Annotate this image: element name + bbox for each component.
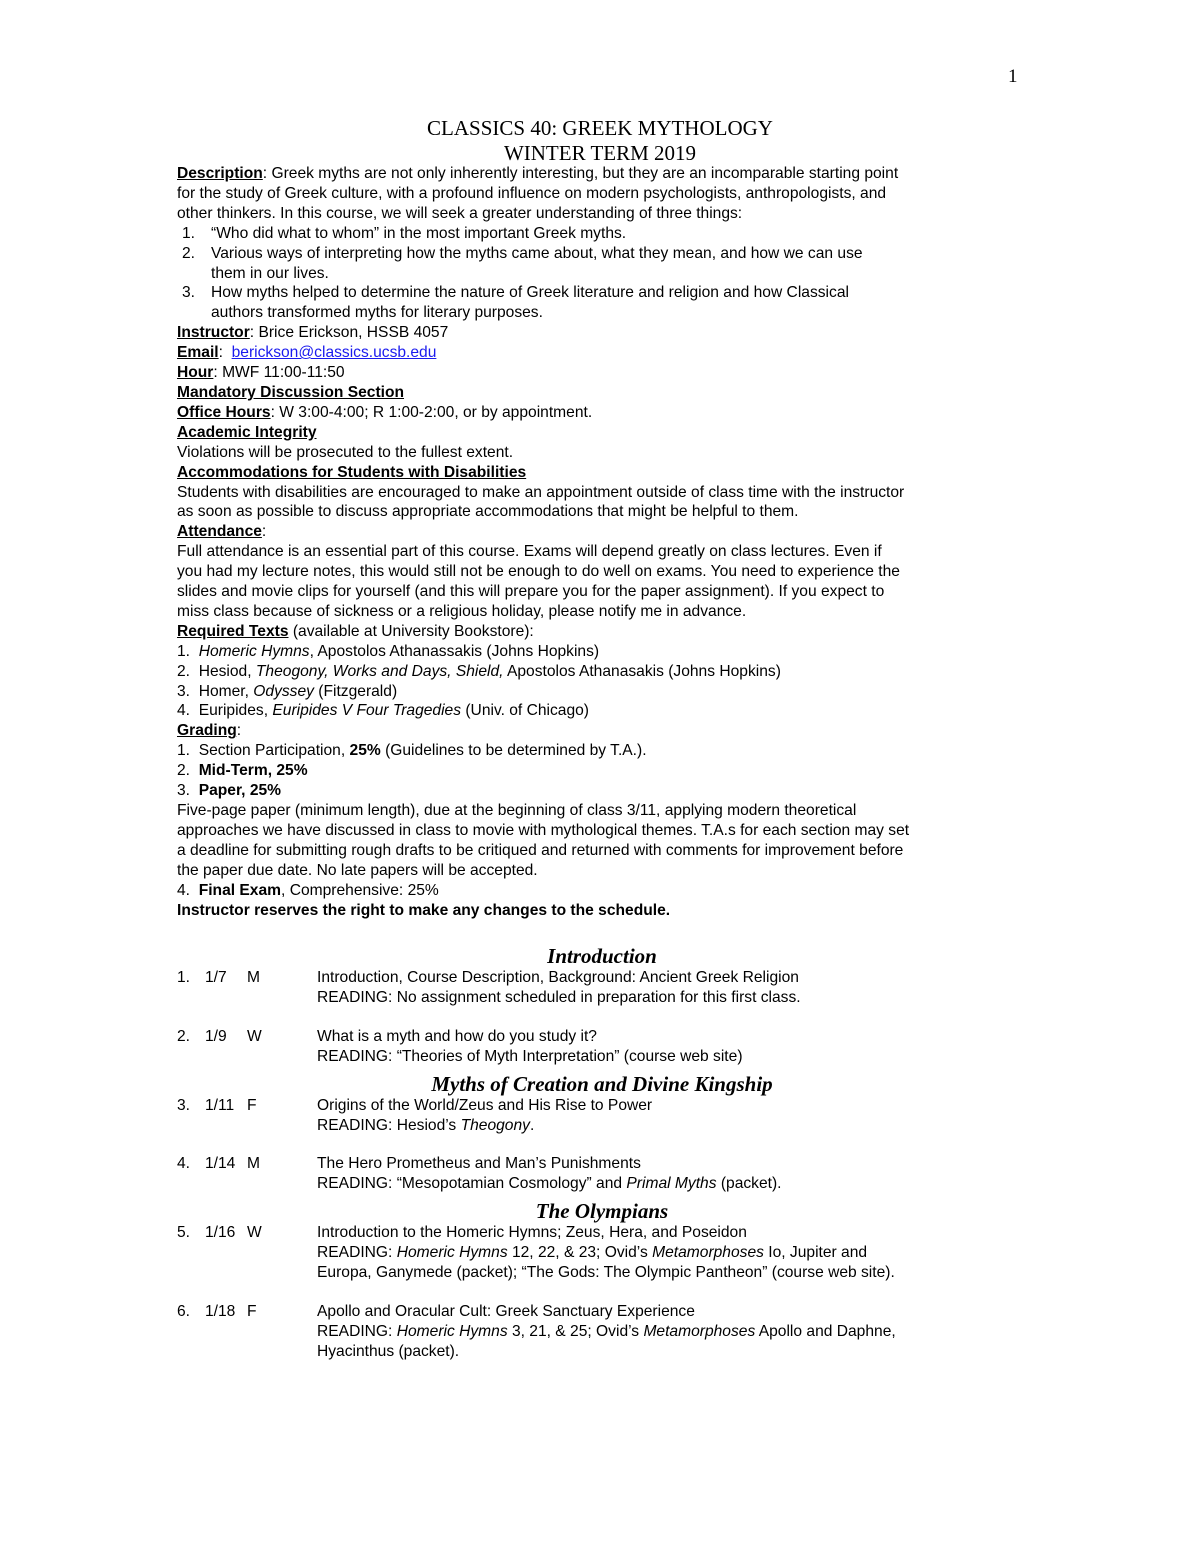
reading-title: Metamorphoses bbox=[643, 1322, 756, 1340]
grading-label: Grading bbox=[177, 722, 237, 740]
class-reading bbox=[317, 1116, 1027, 1136]
disclaimer-text: Instructor reserves the right to make any changes to the schedule. bbox=[177, 901, 671, 919]
email-label: Email bbox=[177, 344, 219, 362]
grading-item-number: 2. bbox=[177, 762, 191, 780]
hour-value: MWF 11:00-11:50 bbox=[217, 364, 345, 382]
class-content bbox=[317, 1302, 1027, 1362]
class-topic: Introduction to the Homeric Hymns; Zeus, Hera, and Poseidon bbox=[317, 1224, 747, 1242]
reading-text: 3, 21, & 25; Ovid’s bbox=[507, 1322, 644, 1340]
description-line: for the study of Greek culture, with a profound influence on modern psychologists, anthropologists, and bbox=[177, 184, 887, 202]
grading-item bbox=[177, 741, 1027, 761]
reading-text: Io, Jupiter and bbox=[763, 1244, 868, 1262]
attendance-label: Attendance bbox=[177, 523, 262, 541]
grading-item-text: Mid-Term, 25% bbox=[198, 762, 308, 780]
class-date: 1/16 bbox=[205, 1224, 236, 1242]
hour-label: Hour bbox=[177, 364, 214, 382]
attendance-text: slides and movie clips for yourself (and this will prepare you for the paper assignment). If you expect to bbox=[177, 583, 885, 601]
class-reading bbox=[317, 1322, 1027, 1342]
class-topic: The Hero Prometheus and Man’s Punishments bbox=[317, 1155, 641, 1173]
grading-item bbox=[177, 881, 1027, 901]
grading-item-text: Final Exam bbox=[198, 881, 282, 899]
grading-item-text: Section Participation, bbox=[198, 742, 350, 760]
integrity-heading bbox=[177, 423, 1027, 443]
accommodations-text: as soon as possible to discuss appropriate accommodations that might be helpful to them. bbox=[177, 503, 799, 521]
list-item bbox=[177, 283, 1027, 323]
class-date: 1/11 bbox=[205, 1096, 235, 1114]
text-item bbox=[177, 662, 1027, 682]
syllabus-body bbox=[177, 164, 1027, 920]
texts-note: (available at University Bookstore): bbox=[288, 622, 534, 640]
text-item-number: 2. bbox=[177, 662, 191, 680]
text-item-details: (Univ. of Chicago) bbox=[461, 702, 590, 720]
discussion-label: Mandatory Discussion Section bbox=[177, 383, 405, 401]
attendance-text: you had my lecture notes, this would still not be enough to do well on exams. You need to experience the bbox=[177, 563, 900, 581]
description-label: Description bbox=[177, 165, 263, 182]
integrity-label: Academic Integrity bbox=[177, 423, 317, 441]
section-heading: Myths of Creation and Divine Kingship bbox=[431, 1071, 773, 1096]
reading-text: . bbox=[529, 1116, 535, 1134]
list-text: them in our lives. bbox=[211, 264, 329, 282]
text-item-details: Apostolos Athanasakis (Johns Hopkins) bbox=[503, 662, 781, 680]
grading-item-text: Paper, 25% bbox=[198, 782, 282, 800]
text-item-title: Theogony, Works and Days, Shield, bbox=[255, 662, 504, 680]
attendance-text: Full attendance is an essential part of this course. Exams will depend greatly on class lectures. Even if bbox=[177, 543, 882, 561]
class-number: 4. bbox=[177, 1155, 191, 1173]
list-text: Various ways of interpreting how the myths came about, what they mean, and how we can use bbox=[211, 244, 863, 262]
class-number: 1. bbox=[177, 969, 191, 986]
grading-item-weight: 25% bbox=[349, 742, 381, 760]
reading-text: READING: Hesiod’s bbox=[317, 1116, 461, 1134]
integrity-text: Violations will be prosecuted to the fullest extent. bbox=[177, 443, 514, 461]
class-number: 3. bbox=[177, 1096, 191, 1114]
reading-text: 12, 22, & 23; Ovid’s bbox=[507, 1244, 653, 1262]
class-day: M bbox=[247, 1155, 260, 1173]
accommodations-text: Students with disabilities are encouraged to make an appointment outside of class time with the instructor bbox=[177, 483, 905, 501]
class-day: M bbox=[247, 969, 260, 986]
class-content bbox=[317, 1027, 1027, 1067]
reading-title: Metamorphoses bbox=[652, 1244, 764, 1262]
page-number: 1 bbox=[1008, 66, 1018, 87]
grading-item-number: 3. bbox=[177, 782, 191, 800]
class-day: F bbox=[247, 1096, 257, 1114]
class-number: 2. bbox=[177, 1027, 191, 1045]
class-reading: Europa, Ganymede (packet); “The Gods: The Olympic Pantheon” (course web site). bbox=[317, 1264, 895, 1282]
list-text: authors transformed myths for literary purposes. bbox=[211, 304, 543, 322]
reading-title: Homeric Hymns bbox=[396, 1322, 508, 1340]
instructor-line: Instructor: Brice Erickson, HSSB 4057 bbox=[177, 324, 449, 342]
class-row bbox=[177, 968, 1027, 1008]
class-topic: What is a myth and how do you study it? bbox=[317, 1027, 597, 1045]
list-number: 3. bbox=[181, 284, 195, 302]
text-item-title: Euripides V Four Tragedies bbox=[272, 702, 462, 720]
text-item-title: Homeric Hymns bbox=[198, 642, 310, 660]
reading-title: Theogony bbox=[460, 1116, 530, 1134]
class-date: 1/18 bbox=[205, 1302, 236, 1320]
paper-description: a deadline for submitting rough drafts to be critiqued and returned with comments for improvement before bbox=[177, 841, 904, 859]
class-number: 6. bbox=[177, 1302, 191, 1320]
class-row bbox=[177, 1302, 1027, 1362]
class-date: 1/9 bbox=[205, 1027, 227, 1045]
class-date: 1/14 bbox=[205, 1155, 236, 1173]
class-content bbox=[317, 1096, 1027, 1136]
class-day: W bbox=[247, 1224, 262, 1242]
text-item-number: 3. bbox=[177, 682, 191, 700]
class-reading: Hyacinthus (packet). bbox=[317, 1342, 460, 1360]
paper-description: Five-page paper (minimum length), due at the beginning of class 3/11, applying modern theoretical bbox=[177, 802, 857, 819]
email-line: Email: berickson@classics.ucsb.edu bbox=[177, 344, 437, 362]
grading-item bbox=[177, 761, 1027, 781]
section-heading: The Olympians bbox=[535, 1199, 669, 1224]
class-date: 1/7 bbox=[205, 969, 227, 986]
text-item-author: Euripides, bbox=[198, 702, 273, 720]
section-heading: Introduction bbox=[547, 944, 657, 968]
text-item-number: 1. bbox=[177, 642, 191, 660]
text-item bbox=[177, 682, 1027, 702]
text-item-author: Hesiod, bbox=[198, 662, 256, 680]
grading-item-note: , Comprehensive: 25% bbox=[281, 881, 439, 899]
list-text: How myths helped to determine the nature of Greek literature and religion and how Classical bbox=[211, 284, 849, 302]
class-row bbox=[177, 1223, 1027, 1283]
accommodations-heading bbox=[177, 463, 1027, 483]
class-reading: READING: “Theories of Myth Interpretation” (course web site) bbox=[317, 1047, 743, 1065]
grading-heading: Grading: bbox=[177, 722, 242, 740]
texts-label: Required Texts bbox=[177, 622, 289, 640]
text-item-details: , Apostolos Athanassakis (Johns Hopkins) bbox=[309, 642, 600, 660]
class-row bbox=[177, 1027, 1027, 1067]
list-text: “Who did what to whom” in the most important Greek myths. bbox=[211, 224, 627, 242]
reading-text: (packet). bbox=[716, 1175, 782, 1193]
accommodations-label: Accommodations for Students with Disabilities bbox=[177, 463, 527, 481]
class-topic: Introduction, Course Description, Background: Ancient Greek Religion bbox=[317, 969, 799, 986]
class-content bbox=[317, 968, 1027, 1008]
grading-item bbox=[177, 781, 1027, 801]
class-number: 5. bbox=[177, 1224, 191, 1242]
instructor-label: Instructor bbox=[177, 324, 250, 342]
list-number: 2. bbox=[181, 244, 195, 262]
class-content bbox=[317, 1223, 1027, 1283]
term-title: WINTER TERM 2019 bbox=[503, 141, 697, 165]
discussion-heading bbox=[177, 383, 1027, 403]
list-item bbox=[177, 224, 1027, 244]
reading-text: Apollo and Daphne, bbox=[755, 1322, 896, 1340]
schedule-disclaimer bbox=[177, 901, 1027, 921]
reading-text: READING: “Mesopotamian Cosmology” and bbox=[317, 1175, 627, 1193]
reading-text: READING: bbox=[317, 1244, 397, 1262]
reading-title: Primal Myths bbox=[626, 1175, 717, 1193]
instructor-value: Brice Erickson, HSSB 4057 bbox=[254, 324, 449, 342]
office-hours-line: Office Hours: W 3:00-4:00; R 1:00-2:00, or by appointment. bbox=[177, 403, 593, 421]
class-topic: Apollo and Oracular Cult: Greek Sanctuary Experience bbox=[317, 1302, 695, 1320]
paper-description: the paper due date. No late papers will be accepted. bbox=[177, 861, 538, 879]
texts-heading bbox=[177, 622, 1027, 642]
class-content bbox=[317, 1154, 1027, 1194]
paper-description: approaches we have discussed in class to movie with mythological themes. T.A.s for each section may set bbox=[177, 821, 910, 839]
attendance-text: miss class because of sickness or a religious holiday, please notify me in advance. bbox=[177, 602, 747, 620]
text-item-details: (Fitzgerald) bbox=[313, 682, 398, 700]
office-hours-label: Office Hours bbox=[177, 403, 271, 421]
course-title: CLASSICS 40: GREEK MYTHOLOGY bbox=[427, 116, 773, 140]
class-row bbox=[177, 1154, 1027, 1194]
class-day: F bbox=[247, 1302, 257, 1320]
text-item bbox=[177, 642, 1027, 662]
text-item bbox=[177, 701, 1027, 721]
attendance-heading: Attendance: bbox=[177, 523, 267, 541]
grading-item-number: 1. bbox=[177, 742, 191, 760]
email-link[interactable]: berickson@classics.ucsb.edu bbox=[231, 344, 437, 362]
grading-item-note: (Guidelines to be determined by T.A.). bbox=[380, 742, 647, 760]
description-line: other thinkers. In this course, we will seek a greater understanding of three things: bbox=[177, 204, 743, 222]
schedule bbox=[177, 944, 1027, 1362]
text-item-number: 4. bbox=[177, 702, 191, 720]
class-topic: Origins of the World/Zeus and His Rise to Power bbox=[317, 1096, 653, 1114]
reading-text: READING: bbox=[317, 1322, 397, 1340]
goals-list bbox=[177, 224, 1027, 324]
class-day: W bbox=[247, 1027, 262, 1045]
hour-line: Hour: MWF 11:00-11:50 bbox=[177, 364, 345, 382]
reading-title: Homeric Hymns bbox=[396, 1244, 508, 1262]
class-reading bbox=[317, 1243, 1027, 1263]
list-number: 1. bbox=[181, 224, 195, 242]
description-text: Greek myths are not only inherently interesting, but they are an incomparable starting point bbox=[267, 165, 899, 182]
class-row bbox=[177, 1096, 1027, 1136]
text-item-author: Homer, bbox=[198, 682, 254, 700]
list-item bbox=[177, 244, 1027, 284]
description-line: Description: Greek myths are not only inherently interesting, but they are an incomparable starting point bbox=[177, 165, 899, 182]
office-hours-value: W 3:00-4:00; R 1:00-2:00, or by appointment. bbox=[274, 403, 593, 421]
class-reading: READING: No assignment scheduled in preparation for this first class. bbox=[317, 988, 801, 1006]
class-reading bbox=[317, 1174, 1027, 1194]
grading-item-number: 4. bbox=[177, 881, 191, 899]
text-item-title: Odyssey bbox=[253, 682, 314, 700]
